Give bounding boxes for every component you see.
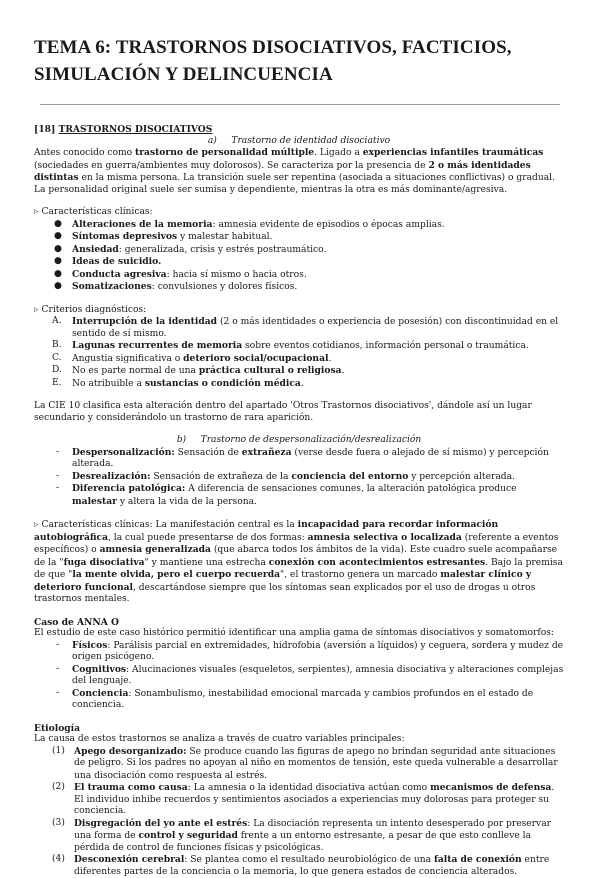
item-marker: (1) <box>52 746 65 758</box>
triangle-icon: ▹ <box>34 207 39 217</box>
item-text: y altera la vida de la persona. <box>117 497 257 507</box>
dash-icon: - <box>56 664 59 676</box>
paragraph-bold: malestar clínico y deterioro funcional <box>34 569 531 593</box>
item-marker: A. <box>52 316 62 328</box>
subsection-a-marker: a) <box>208 136 217 146</box>
clinical-heading <box>34 207 564 219</box>
item-bold: conciencia del entorno <box>291 471 408 482</box>
item-text: . El individuo inhibe recuerdos y sentimientos asociados a experiencias muy dolorosas para proteger su conciencia. <box>74 783 554 816</box>
document-body <box>34 124 564 878</box>
subsection-a-heading <box>34 136 564 148</box>
section-tag: [18] <box>34 124 55 135</box>
item-text: sobre eventos cotidianos, información personal o traumática. <box>242 341 529 351</box>
item-marker: E. <box>52 378 62 390</box>
item-bold: Cognitivos <box>72 664 126 675</box>
dash-icon: - <box>56 471 59 483</box>
item-text: : convulsiones y dolores físicos. <box>152 282 298 292</box>
item-text: . <box>328 354 331 364</box>
dash-icon: - <box>56 447 59 459</box>
item-bold: falta de conexión <box>434 854 522 865</box>
item-text: : hacia sí mismo o hacia otros. <box>167 270 307 280</box>
item-bold: extrañeza <box>242 447 292 458</box>
list-item <box>34 281 564 294</box>
item-bold: Conducta agresiva <box>72 269 167 280</box>
dash-icon: - <box>56 483 59 495</box>
item-bold: mecanismos de defensa <box>430 782 551 793</box>
item-marker: D. <box>52 365 62 377</box>
bullet-icon: ● <box>54 231 62 243</box>
paragraph-text: ", el trastorno genera un marcado <box>280 570 440 580</box>
item-marker: (2) <box>52 782 65 794</box>
anna-heading: Caso de ANNA O <box>34 617 564 629</box>
list-item <box>34 219 564 232</box>
item-bold: práctica cultural o religiosa <box>199 365 342 376</box>
bullet-icon: ● <box>54 244 62 256</box>
item-text: y malestar habitual. <box>177 232 272 242</box>
bullet-icon: ● <box>54 219 62 231</box>
list-item <box>34 447 564 471</box>
item-bold: Alteraciones de la memoria <box>72 219 212 230</box>
dash-icon: - <box>56 640 59 652</box>
item-text: : Sonambulismo, inestabilidad emocional marcada y cambios profundos en el estado de conciencia. <box>72 689 533 711</box>
triangle-icon: ▹ <box>34 305 39 315</box>
item-text: : Alucinaciones visuales (esqueletos, serpientes), amnesia disociativa y alteraciones complejas del lenguaje. <box>72 665 563 687</box>
item-text: : La disociación representa un intento desesperado por preservar una forma de <box>74 819 551 842</box>
item-text: No atribuible a <box>72 379 145 389</box>
subsection-b-marker: b) <box>177 435 186 445</box>
dash-icon: - <box>56 688 59 700</box>
intro-text: (sociedades en guerra/ambientes muy dolorosos). Se caracteriza por la presencia de <box>34 161 428 171</box>
item-bold: Apego desorganizado: <box>74 746 186 757</box>
item-bold: sustancias o condición médica <box>145 378 301 389</box>
item-bold: Disgregación del yo ante el estrés <box>74 818 247 829</box>
item-bold: Somatizaciones <box>72 281 152 292</box>
item-text: Se produce cuando las figuras de apego no brindan seguridad ante situaciones de peligro. Si los padres no apoyan al niño en momentos de tensión, este queda vulnerable a desarrollar una disociación como respuesta al estrés. <box>74 747 558 781</box>
item-bold: El trauma como causa <box>74 782 188 793</box>
title-line-2: SIMULACIÓN Y DELINCUENCIA <box>34 64 333 85</box>
item-text: A diferencia de sensaciones comunes, la alteración patológica produce <box>185 484 516 494</box>
diagnostic-heading-text: Criterios diagnósticos: <box>42 305 147 315</box>
item-bold: malestar <box>72 496 117 507</box>
item-bold: Desrealización: <box>72 471 151 482</box>
list-item <box>34 256 564 269</box>
item-text: entre diferentes partes de la conciencia o la memoria, lo que genera estados de conciencia alterados. <box>74 855 549 877</box>
item-marker: C. <box>52 353 62 365</box>
intro-bold: trastorno de personalidad múltiple <box>135 147 314 158</box>
list-item <box>34 483 564 508</box>
etiology-list <box>34 746 564 878</box>
diagnostic-list <box>34 316 564 390</box>
item-bold: Síntomas depresivos <box>72 231 177 242</box>
intro-text: Antes conocido como <box>34 148 135 158</box>
paragraph-bold: amnesia generalizada <box>100 544 211 555</box>
item-bold: control y seguridad <box>138 830 237 841</box>
paragraph-bold: la mente olvida, pero el cuerpo recuerda <box>72 569 280 580</box>
item-bold: Ideas de suicidio. <box>72 256 161 267</box>
list-item <box>34 854 564 878</box>
bullet-icon: ● <box>54 281 62 293</box>
item-text: y percepción alterada. <box>408 472 515 482</box>
item-text: (2 o más identidades o experiencia de posesión) con discontinuidad en el sentido de sí mismo. <box>72 317 558 339</box>
item-text: : La amnesia o la identidad disociativa actúan como <box>188 783 430 793</box>
list-item <box>34 231 564 244</box>
item-text: No es parte normal de una <box>72 366 199 376</box>
depersonalization-clinical-paragraph <box>34 519 564 606</box>
title-line-1: TEMA 6: TRASTORNOS DISOCIATIVOS, FACTICIOS, <box>34 37 512 58</box>
depersonalization-list <box>34 447 564 509</box>
item-bold: Ansiedad <box>72 244 119 255</box>
paragraph-text: Características clínicas: La manifestación central es la <box>42 520 298 530</box>
etiology-heading: Etiología <box>34 723 564 735</box>
paragraph-text: (referente a eventos específicos) o <box>34 533 558 556</box>
item-bold: Interrupción de la identidad <box>72 316 217 327</box>
list-item <box>34 378 564 391</box>
intro-bold: 2 o más identidades distintas <box>34 160 531 184</box>
list-item <box>34 244 564 257</box>
item-text: . <box>301 379 304 389</box>
section-heading <box>34 124 564 136</box>
item-text: : amnesia evidente de episodios o épocas amplias. <box>212 220 444 230</box>
intro-text: en la misma persona. La transición suele ser repentina (asociada a situaciones conflictivas) o gradual. La personalidad original suele ser sumisa y dependiente, mientras la otra es más dominante/agresiva. <box>34 173 555 195</box>
item-text: : Se plantea como el resultado neurobiológico de una <box>184 855 434 865</box>
item-text: : generalizada, crisis y estrés postraumático. <box>119 245 327 255</box>
list-item <box>34 664 564 688</box>
list-item <box>34 746 564 783</box>
subsection-b-heading <box>34 435 564 447</box>
item-bold: Despersonalización: <box>72 447 175 458</box>
item-bold: deterioro social/ocupacional <box>183 353 328 364</box>
paragraph-text: " y mantiene una estrecha <box>145 558 269 568</box>
list-item <box>34 365 564 378</box>
diagnostic-heading <box>34 305 564 317</box>
list-item <box>34 269 564 282</box>
item-bold: Conciencia <box>72 688 128 699</box>
list-item <box>34 340 564 353</box>
paragraph-bold: fuga disociativa <box>64 557 145 568</box>
list-item <box>34 782 564 818</box>
list-item <box>34 640 564 664</box>
item-bold: Desconexión cerebral <box>74 854 184 865</box>
section-title: TRASTORNOS DISOCIATIVOS <box>59 124 213 135</box>
item-bold: Lagunas recurrentes de memoria <box>72 340 242 351</box>
paragraph-bold: amnesia selectiva o localizada <box>308 532 462 543</box>
clinical-list <box>34 219 564 294</box>
anna-intro: El estudio de este caso histórico permitió identificar una amplia gama de síntomas disociativos y somatomorfos: <box>34 628 564 640</box>
item-text: Sensación de extrañeza de la <box>151 472 292 482</box>
list-item <box>34 316 564 340</box>
bullet-icon: ● <box>54 256 62 268</box>
intro-bold: experiencias infantiles traumáticas <box>363 147 544 158</box>
list-item <box>34 818 564 855</box>
subsection-a-title: Trastorno de identidad disociativo <box>231 136 390 146</box>
list-item <box>34 353 564 366</box>
item-marker: B. <box>52 340 62 352</box>
intro-paragraph <box>34 147 564 196</box>
intro-text: . Ligado a <box>314 148 363 158</box>
item-text: . <box>342 366 345 376</box>
item-bold: Físicos <box>72 640 107 651</box>
item-text: : Parálisis parcial en extremidades, hidrofobia (aversión a líquidos) y ceguera, sordera y mudez de origen psicógeno. <box>72 641 563 663</box>
bullet-icon: ● <box>54 269 62 281</box>
item-marker: (4) <box>52 854 65 866</box>
paragraph-text: , la cual puede presentarse de dos formas: <box>108 533 308 543</box>
paragraph-text: . Bajo la premisa de que " <box>34 558 563 581</box>
cie-paragraph: La CIE 10 clasifica esta alteración dentro del apartado 'Otros Trastornos disociativos', dándole así un lugar secundario y considerándolo un trastorno de rara aparición. <box>34 401 564 424</box>
etiology-intro: La causa de estos trastornos se analiza a través de cuatro variables principales: <box>34 734 564 746</box>
list-item <box>34 471 564 484</box>
title-divider <box>40 104 560 105</box>
item-text: (verse desde fuera o alejado de sí mismo) y percepción alterada. <box>72 448 549 470</box>
subsection-b-title: Trastorno de despersonalización/desrealización <box>201 435 422 445</box>
item-marker: (3) <box>52 818 65 830</box>
item-text: frente a un entorno estresante, a pesar de que esto conlleve la pérdida de control de funciones físicas y psicológicas. <box>74 831 531 853</box>
item-bold: Diferencia patológica: <box>72 483 185 494</box>
clinical-heading-text: Características clínicas: <box>42 207 153 217</box>
paragraph-text: , descartándose siempre que los síntomas sean explicados por el uso de drogas u otros trastornos mentales. <box>34 583 535 605</box>
paragraph-text: (que abarca todos los ámbitos de la vida). Este cuadro suele acompañarse de la " <box>34 545 557 568</box>
list-item <box>34 688 564 712</box>
page-title <box>34 34 574 88</box>
paragraph-bold: incapacidad para recordar información autobiográfica <box>34 519 498 543</box>
paragraph-bold: conexión con acontecimientos estresantes <box>269 557 485 568</box>
anna-symptom-list <box>34 640 564 712</box>
item-text: Sensación de <box>175 448 242 458</box>
triangle-icon: ▹ <box>34 520 39 530</box>
item-text: Angustia significativa o <box>72 354 183 364</box>
